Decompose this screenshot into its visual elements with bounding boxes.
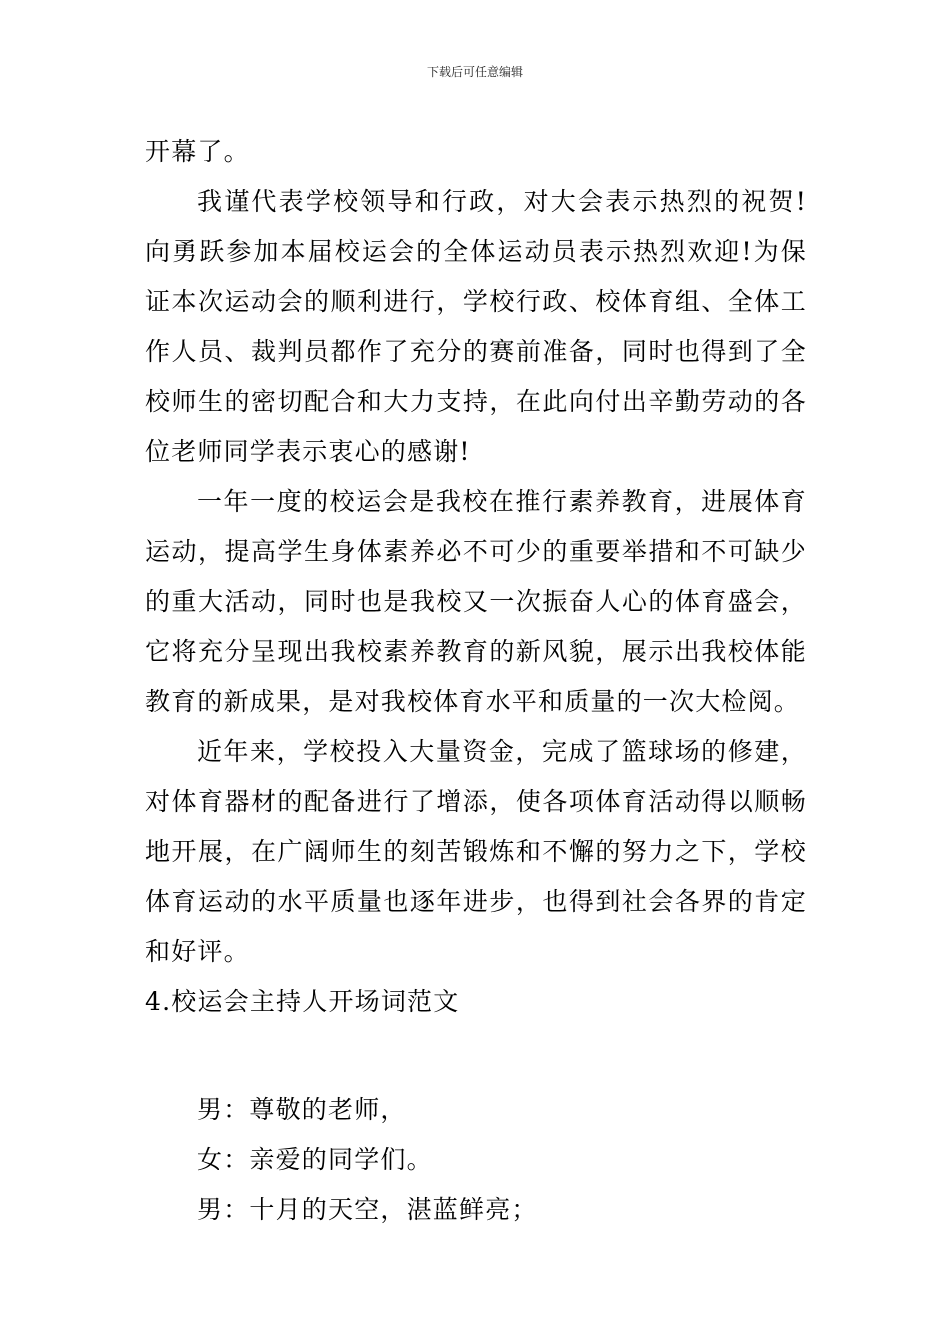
blank-line [145,1027,807,1085]
dialogue-line: 女：亲爱的同学们。 [197,1145,433,1174]
paragraph-continuation: 开幕了。 [145,137,250,166]
section-heading: 4.校运会主持人开场词范文 [145,987,460,1016]
document-body [145,127,807,1235]
dialogue-line: 男：尊敬的老师， [197,1095,407,1124]
paragraph: 一年一度的校运会是我校在推行素养教育，进展体育运动，提高学生身体素养必不可少的重要举措和不可缺少的重大活动，同时也是我校又一次振奋人心的体育盛会，它将充分呈现出我校素养教育的新风貌，展示出我校体能教育的新成果，是对我校体育水平和质量的一次大检阅。 [145,487,807,716]
page-header: 下载后可任意编辑 [426,65,523,79]
paragraph: 我谨代表学校领导和行政，对大会表示热烈的祝贺!向勇跃参加本届校运会的全体运动员表示热烈欢迎!为保证本次运动会的顺利进行，学校行政、校体育组、全体工作人员、裁判员都作了充分的赛前准备，同时也得到了全校师生的密切配合和大力支持，在此向付出辛勤劳动的各位老师同学表示衷心的感谢! [145,187,807,466]
paragraph: 近年来，学校投入大量资金，完成了篮球场的修建，对体育器材的配备进行了增添，使各项体育活动得以顺畅地开展，在广阔师生的刻苦锻炼和不懈的努力之下，学校体育运动的水平质量也逐年进步，也得到社会各界的肯定和好评。 [145,737,807,966]
dialogue-line: 男：十月的天空，湛蓝鲜亮； [197,1195,538,1224]
